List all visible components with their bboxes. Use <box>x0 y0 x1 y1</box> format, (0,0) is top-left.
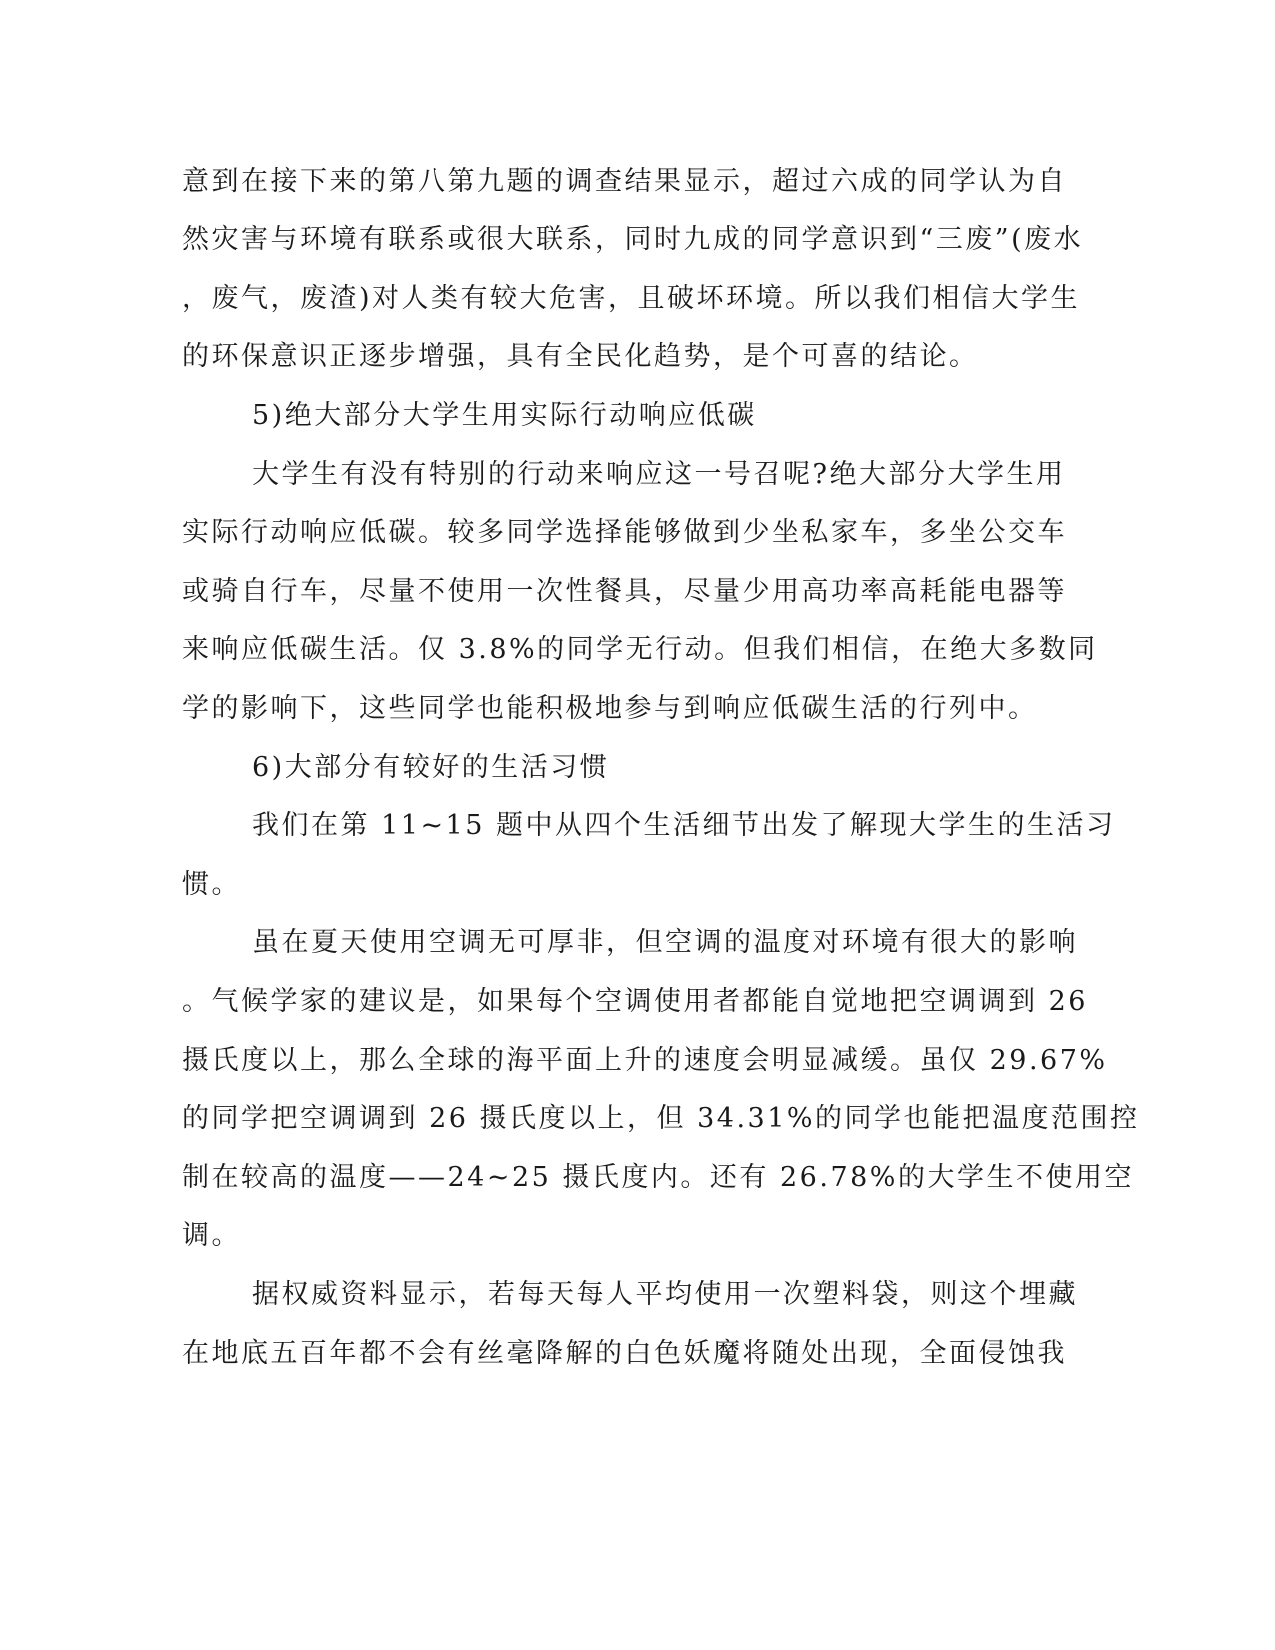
text-line: 据权威资料显示，若每天每人平均使用一次塑料袋，则这个埋藏 <box>252 1279 1078 1310</box>
text-line: 大学生有没有特别的行动来响应这一号召呢?绝大部分大学生用 <box>252 459 1066 490</box>
text-line: 我们在第 11~15 题中从四个生活细节出发了解现大学生的生活习 <box>252 810 1116 841</box>
text-line: 实际行动响应低碳。较多同学选择能够做到少坐私家车，多坐公交车 <box>182 517 1067 548</box>
text-line: 制在较高的温度——24~25 摄氏度内。还有 26.78%的大学生不使用空 <box>182 1162 1134 1193</box>
text-line: 摄氏度以上，那么全球的海平面上升的速度会明显减缓。虽仅 29.67% <box>182 1045 1108 1076</box>
text-line: 来响应低碳生活。仅 3.8%的同学无行动。但我们相信，在绝大多数同 <box>182 634 1098 665</box>
text-line: 。气候学家的建议是，如果每个空调使用者都能自觉地把空调调到 26 <box>182 986 1088 1017</box>
text-line: 在地底五百年都不会有丝毫降解的白色妖魔将随处出现，全面侵蚀我 <box>182 1338 1067 1369</box>
text-line: 学的影响下，这些同学也能积极地参与到响应低碳生活的行列中。 <box>182 693 1038 724</box>
section-heading: 6)大部分有较好的生活习惯 <box>252 752 610 783</box>
text-line: 意到在接下来的第八第九题的调查结果显示，超过六成的同学认为自 <box>182 166 1067 197</box>
text-line: 的同学把空调调到 26 摄氏度以上，但 34.31%的同学也能把温度范围控 <box>182 1103 1140 1134</box>
section-heading: 5)绝大部分大学生用实际行动响应低碳 <box>252 400 757 431</box>
text-line: 或骑自行车，尽量不使用一次性餐具，尽量少用高功率高耗能电器等 <box>182 576 1067 607</box>
text-line: 虽在夏天使用空调无可厚非，但空调的温度对环境有很大的影响 <box>252 927 1078 958</box>
text-line: ，废气，废渣)对人类有较大危害，且破坏环境。所以我们相信大学生 <box>182 283 1081 314</box>
text-line: 惯。 <box>182 869 241 900</box>
text-line: 然灾害与环境有联系或很大联系，同时九成的同学意识到“三废”(废水 <box>182 224 1084 255</box>
text-line: 的环保意识正逐步增强，具有全民化趋势，是个可喜的结论。 <box>182 341 979 372</box>
text-line: 调。 <box>182 1220 241 1251</box>
